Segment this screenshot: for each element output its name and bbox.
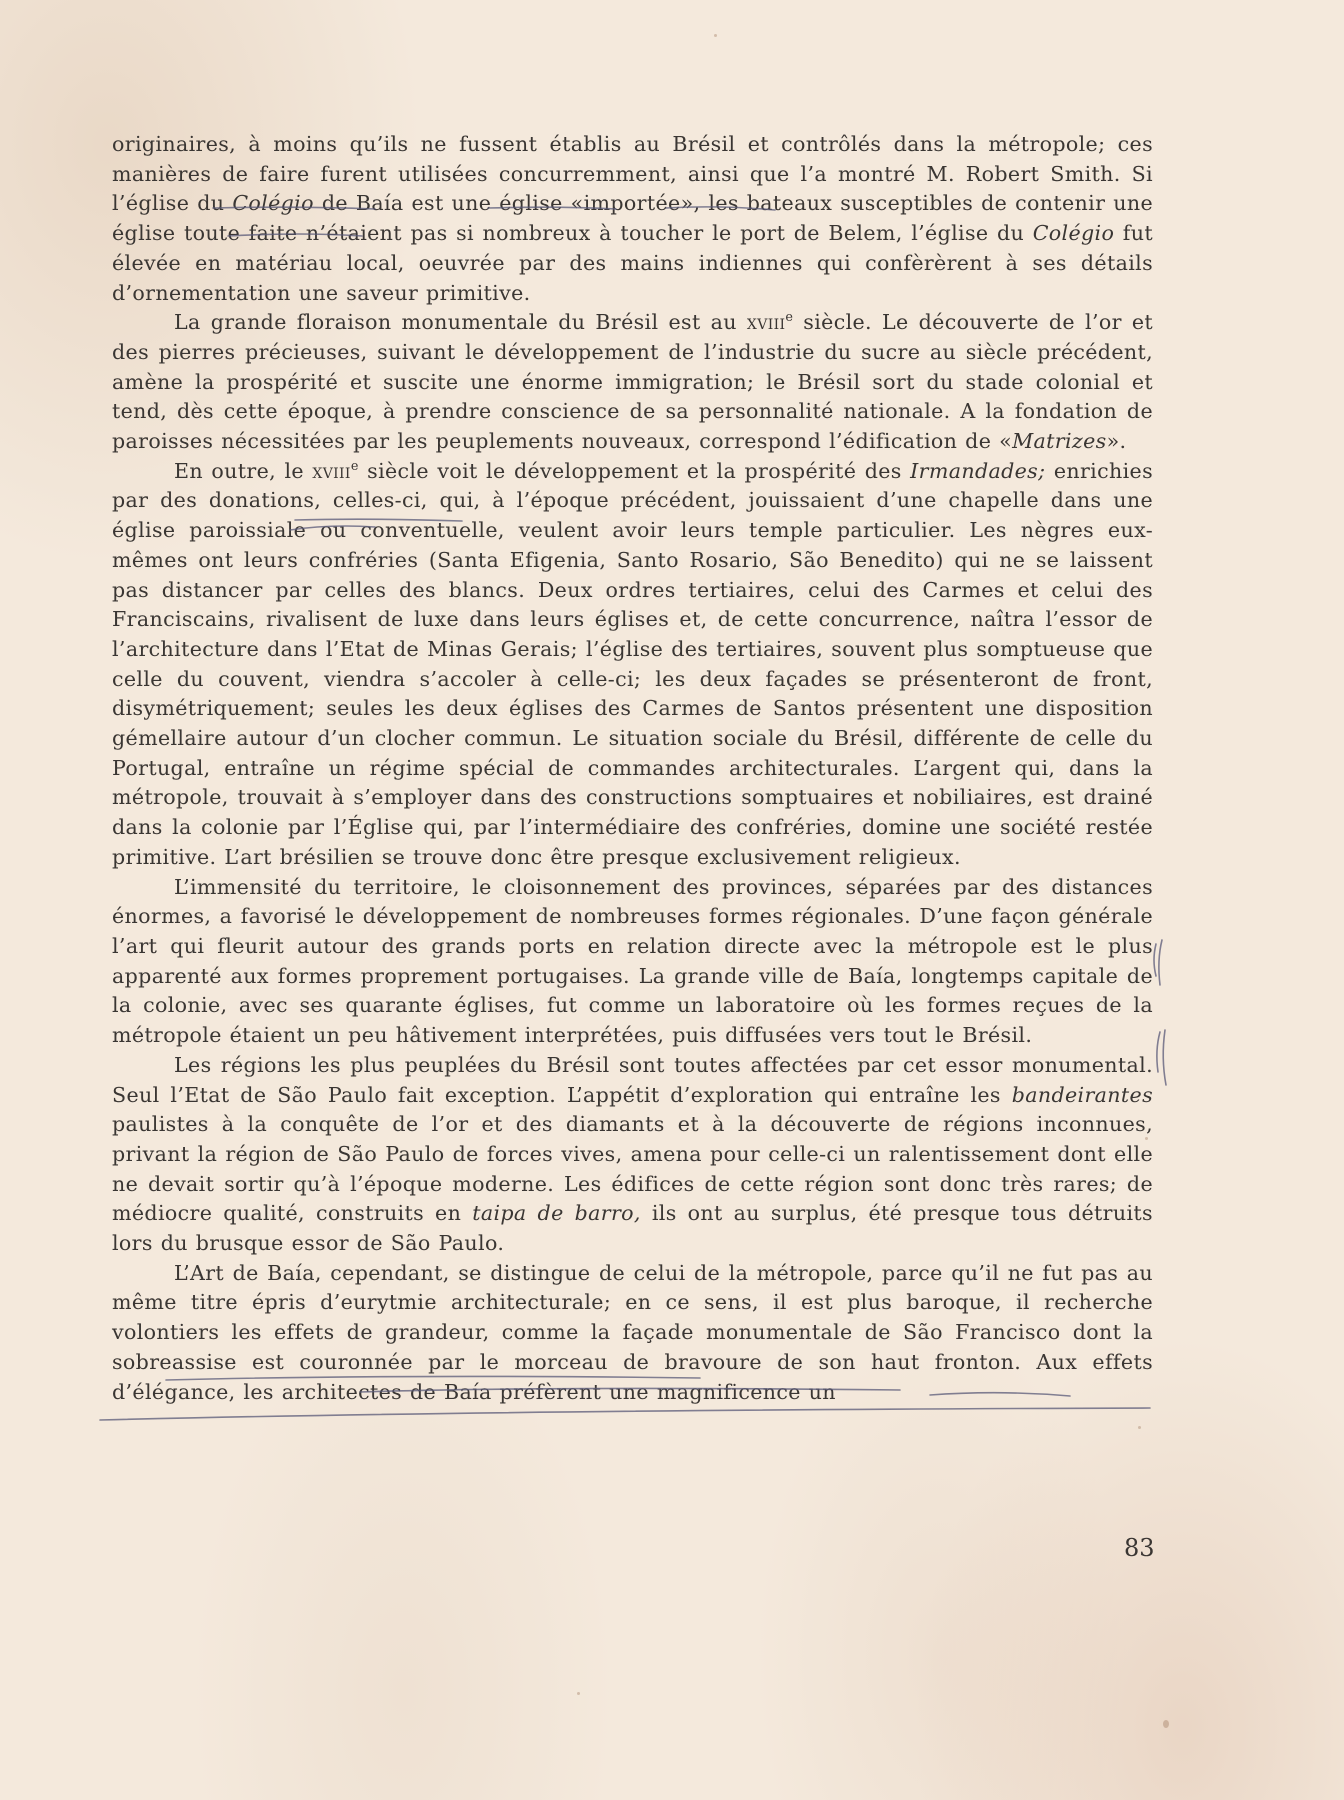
text-run: ». xyxy=(1106,429,1127,454)
text-run: siècle voit le développement et la prospérité des xyxy=(358,458,911,483)
text-run: Les régions les plus peuplées du Brésil sont toutes affectées par cet essor monumental. Seul l’Etat de São Paulo fait exception. L’appétit d’exploration qui entraîne les xyxy=(112,1052,1153,1107)
paragraph xyxy=(112,873,1153,1051)
text-run: L’Art de Baía, cependant, se distingue de celui de la métropole, parce qu’il ne fut pas au même titre épris d’eurytmie architecturale; en ce sens, il est plus baroque, il recherche volontiers les effets de grandeur, comme la façade monumentale de São Francisco dont la sobreassise est couronnée par le morceau de bravoure de son haut fronton. Aux effets d’élégance, les architectes de Baía préfèrent une magnificence un xyxy=(112,1260,1153,1404)
italic-term: Colégio xyxy=(232,191,314,216)
text-run: L’immensité du territoire, le cloisonnement des provinces, séparées par des distances énormes, a favorisé le développement de nombreuses formes régionales. D’une façon générale l’art qui fleurit autour des grands ports en relation directe avec la métropole est le plus apparenté aux formes proprement portugaises. La grande ville de Baía, longtemps capitale de la colonie, avec ses quarante églises, fut comme un laboratoire où les formes reçues de la métropole étaient un peu hâtivement interprétées, puis diffusées vers tout le Brésil. xyxy=(112,874,1153,1048)
paper-spot xyxy=(1138,1426,1141,1429)
italic-term: Irmandades; xyxy=(910,458,1046,483)
text-run: de Baía est une église «importée», les bateaux susceptibles de contenir une église toute faite n’étaient pas si nombreux à toucher le port de Belem, l’église du xyxy=(112,191,1154,246)
text-run: paulistes à la conquête de l’or et des diamants et à la découverte de régions inconnues, privant la région de São Paulo de forces vives, amena pour celle-ci un ralentissement dont elle ne devait sortir qu’à l’époque moderne. Les édifices de cette région sont donc très rares; de médiocre qualité, construits en xyxy=(112,1112,1153,1226)
paragraph xyxy=(112,308,1153,457)
italic-term: taipa de barro, xyxy=(472,1201,641,1226)
paper-spot xyxy=(577,1692,580,1695)
paper-spot xyxy=(714,34,717,37)
italic-term: Colégio xyxy=(1032,221,1115,246)
body-text xyxy=(112,130,1153,1407)
text-run: fut élevée en matériau local, oeuvrée par des mains indiennes qui confèrèrent à ses détails d’ornementation une saveur primitive. xyxy=(112,221,1153,305)
superscript: e xyxy=(785,310,794,326)
text-run: enrichies par des donations, celles-ci, qui, à l’époque précédent, jouissaient d’une chapelle dans une église paroissiale ou conventuelle, veulent avoir leurs temple particulier. Les nègres eux-mêmes ont leurs confréries (Santa Efigenia, Santo Rosario, São Benedito) qui ne se laissent pas distancer par celles des blancs. Deux ordres tertiaires, celui des Carmes et celui des Franciscains, rivalisent de luxe dans leurs églises et, de cette concurrence, naîtra l’essor de l’architecture dans l’Etat de Minas Gerais; l’église des tertiaires, souvent plus somptueuse que celle du couvent, viendra s’accoler à celle-ci; les deux façades se présenteront de front, disymétriquement; seules les deux églises des Carmes de Santos présentent une disposition gémellaire autour d’un clocher commun. Le situation sociale du Brésil, différente de celle du Portugal, entraîne un régime spécial de commandes architecturales. L’argent qui, dans la métropole, trouvait à s’employer dans des constructions somptuaires et nobiliaires, est drainé dans la colonie par l’Église qui, par l’intermédiaire des confréries, domine une société restée primitive. L’art brésilien se trouve donc être presque exclusivement religieux. xyxy=(112,458,1153,869)
page-number: 83 xyxy=(1124,1534,1155,1562)
paragraph xyxy=(112,457,1153,873)
text-run: La grande floraison monumentale du Brésil est au xyxy=(174,310,747,335)
text-run: siècle. Le découverte de l’or et des pierres précieuses, suivant le développement de l’industrie du sucre au siècle précédent, amène la prospérité et suscite une énorme immigration; le Brésil sort du stade colonial et tend, dès cette époque, à prendre conscience de sa personnalité nationale. A la fondation de paroisses nécessitées par les peuplements nouveaux, correspond l’édification de « xyxy=(112,310,1153,454)
italic-term: bandeirantes xyxy=(1011,1082,1153,1107)
superscript: e xyxy=(350,458,359,474)
roman-numeral: xviii xyxy=(746,310,786,335)
text-run: En outre, le xyxy=(174,458,313,483)
paragraph xyxy=(112,1259,1153,1408)
paper-spot xyxy=(1145,1137,1148,1140)
text-run: ils ont au surplus, été presque tous détruits lors du brusque essor de São Paulo. xyxy=(112,1201,1153,1256)
roman-numeral: xviii xyxy=(312,458,351,483)
paragraph xyxy=(112,1051,1153,1259)
text-run: originaires, à moins qu’ils ne fussent établis au Brésil et contrôlés dans la métropole; ces manières de faire furent utilisées concurremment, ainsi que l’a montré M. Robert Smith. Si l’église du xyxy=(112,132,1153,216)
paper-spot xyxy=(1163,1720,1169,1728)
paragraph xyxy=(112,130,1153,308)
italic-term: Matrizes xyxy=(1012,429,1107,454)
